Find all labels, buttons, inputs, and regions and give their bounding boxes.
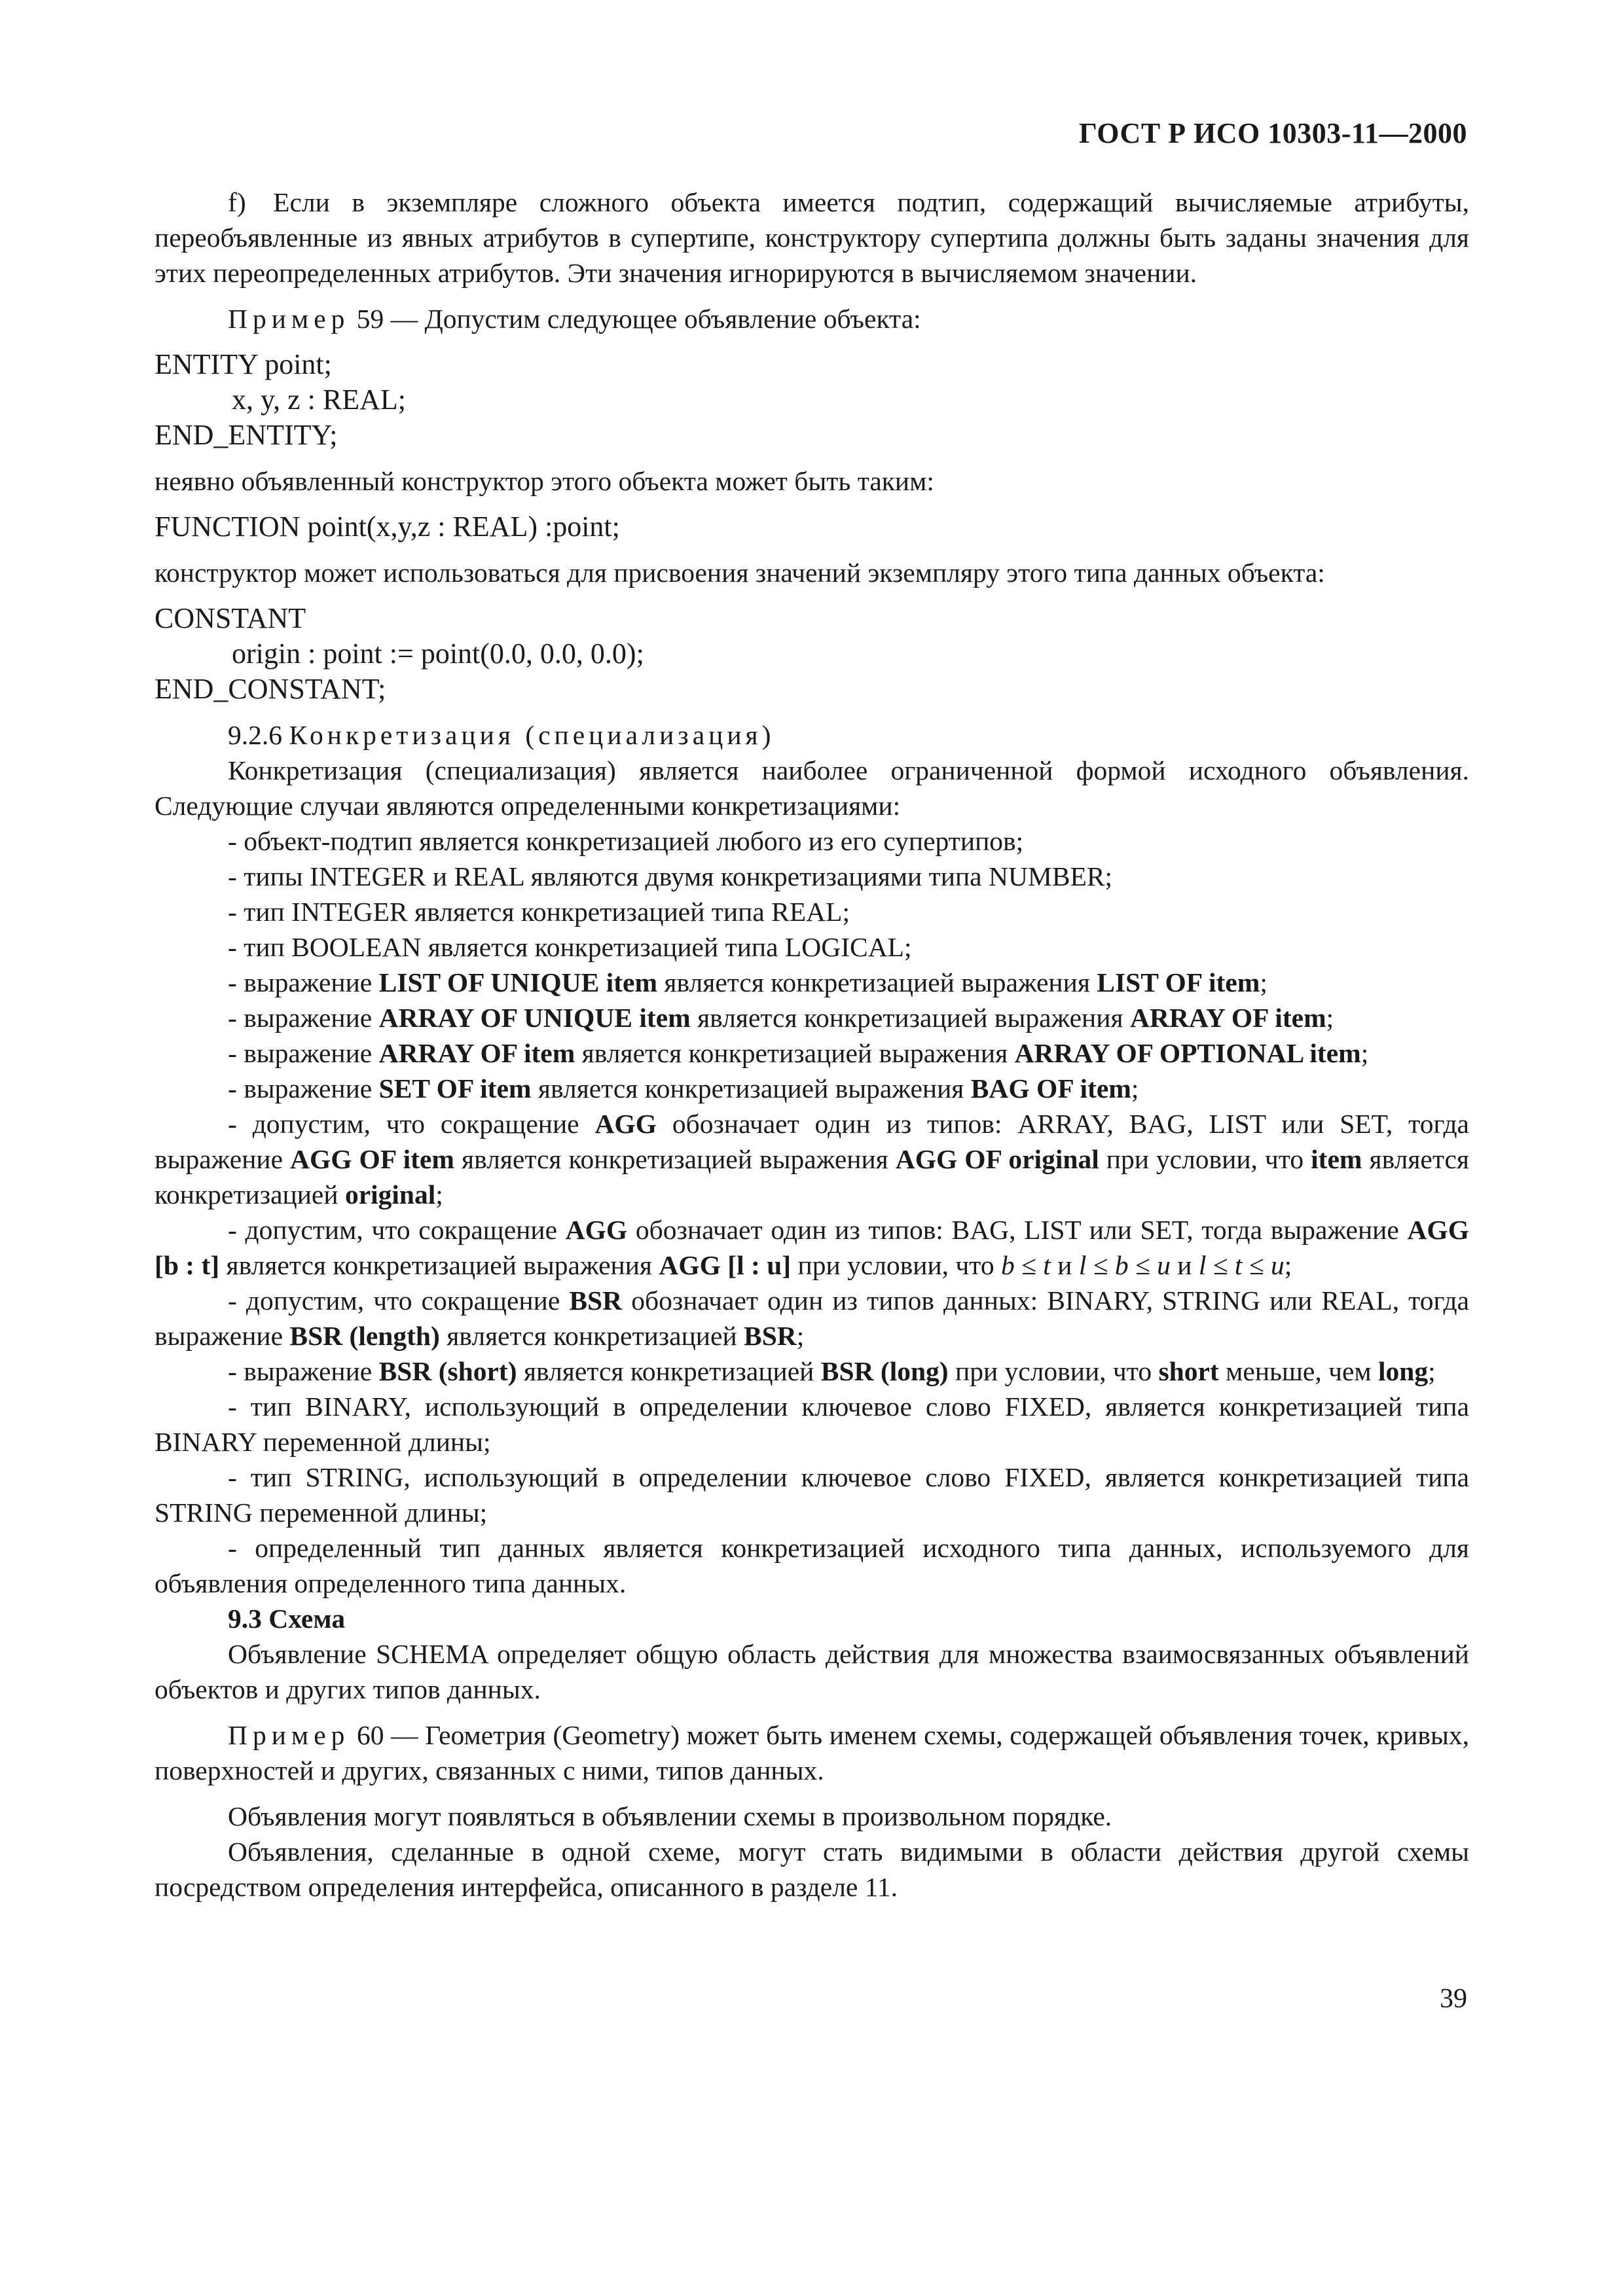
page-content [155, 185, 1469, 1905]
page-number: 39 [1440, 1984, 1467, 2014]
text-declaration-order: Объявления могут появляться в объявлении схемы в произвольном порядке. [228, 1801, 1112, 1831]
code-line: ENTITY point; [155, 348, 332, 380]
list-item: - тип BINARY, использующий в определении ключевое слово FIXED, является конкретизацией типа BINARY переменной длины; [155, 1391, 1469, 1457]
code-line: END_CONSTANT; [155, 673, 386, 705]
list-item: - допустим, что сокращение AGG обозначает один из типов: ARRAY, BAG, LIST или SET, тогда выражение AGG OF item является конкретизацией выражения AGG OF original при условии, что item является конкретизацией original; [155, 1109, 1469, 1210]
paragraph-f: f) Если в экземпляре сложного объекта имеется подтип, содержащий вычисляемые атрибуты, переобъявленные из явных атрибутов в супертипе, конструктору супертипа должны быть заданы значения для этих переопределенных атрибутов. Эти значения игнорируются в вычисляемом значении. [155, 187, 1469, 288]
list-item: - выражение BSR (short) является конкретизацией BSR (long) при условии, что short меньше, чем long; [228, 1356, 1436, 1386]
code-line: origin : point := point(0.0, 0.0, 0.0); [232, 637, 644, 670]
section-heading-9-3: 9.3 Схема [228, 1604, 346, 1634]
code-block-constant [155, 601, 1469, 707]
example-59: Пример 59 — Допустим следующее объявление объекта: [228, 304, 921, 334]
list-item: - выражение ARRAY OF UNIQUE item является конкретизацией выражения ARRAY OF item; [228, 1003, 1334, 1033]
text-visibility: Объявления, сделанные в одной схеме, могут стать видимыми в области действия другой схемы посредством определения интерфейса, описанного в разделе 11. [155, 1837, 1469, 1902]
code-function: FUNCTION point(x,y,z : REAL) :point; [155, 511, 620, 543]
list-item: - определенный тип данных является конкретизацией исходного типа данных, используемого для объявления определенного типа данных. [155, 1533, 1469, 1598]
list-item: - допустим, что сокращение BSR обозначает один из типов данных: BINARY, STRING или REAL, тогда выражение BSR (length) является конкретизацией BSR; [155, 1285, 1469, 1351]
list-item: - тип INTEGER является конкретизацией типа REAL; [228, 897, 850, 927]
code-line: CONSTANT [155, 602, 306, 634]
list-item: - объект-подтип является конкретизацией любого из его супертипов; [228, 826, 1024, 856]
list-item: - выражение LIST OF UNIQUE item является конкретизацией выражения LIST OF item; [228, 967, 1267, 997]
text-constructor-usage: конструктор может использоваться для присвоения значений экземпляру этого типа данных объекта: [155, 558, 1325, 588]
document-header: ГОСТ Р ИСО 10303-11—2000 [1078, 117, 1467, 149]
example-label: Пример [228, 304, 350, 334]
text-implicit-constructor: неявно объявленный конструктор этого объекта может быть таким: [155, 466, 934, 496]
text-schema: Объявление SCHEMA определяет общую область действия для множества взаимосвязанных объявлений объектов и других типов данных. [155, 1639, 1469, 1704]
code-line: END_ENTITY; [155, 419, 338, 451]
list-item: - типы INTEGER и REAL являются двумя конкретизациями типа NUMBER; [228, 861, 1113, 891]
list-item: - допустим, что сокращение AGG обозначает один из типов: BAG, LIST или SET, тогда выражение AGG [b : t] является конкретизацией выражения AGG [l : u] при условии, что b ≤ t и l ≤ b ≤ u и l ≤ t ≤ u; [155, 1215, 1469, 1280]
list-item: - тип BOOLEAN является конкретизацией типа LOGICAL; [228, 932, 912, 962]
code-line: x, y, z : REAL; [232, 384, 406, 416]
list-item: - тип STRING, использующий в определении ключевое слово FIXED, является конкретизацией типа STRING переменной длины; [155, 1462, 1469, 1528]
example-label: Пример [228, 1720, 350, 1750]
list-item: - выражение ARRAY OF item является конкретизацией выражения ARRAY OF OPTIONAL item; [228, 1038, 1369, 1068]
example-60: Пример 60 — Геометрия (Geometry) может быть именем схемы, содержащей объявления точек, кривых, поверхностей и других, связанных с ними, типов данных. [155, 1720, 1469, 1785]
section-heading-9-2-6: 9.2.6 Конкретизация (специализация) [228, 720, 775, 750]
section-intro: Конкретизация (специализация) является наиболее ограниченной формой исходного объявления. Следующие случаи являются определенными конкретизациями: [155, 755, 1469, 821]
code-block-entity [155, 347, 1469, 453]
list-item: - выражение SET OF item является конкретизацией выражения BAG OF item; [228, 1073, 1139, 1103]
